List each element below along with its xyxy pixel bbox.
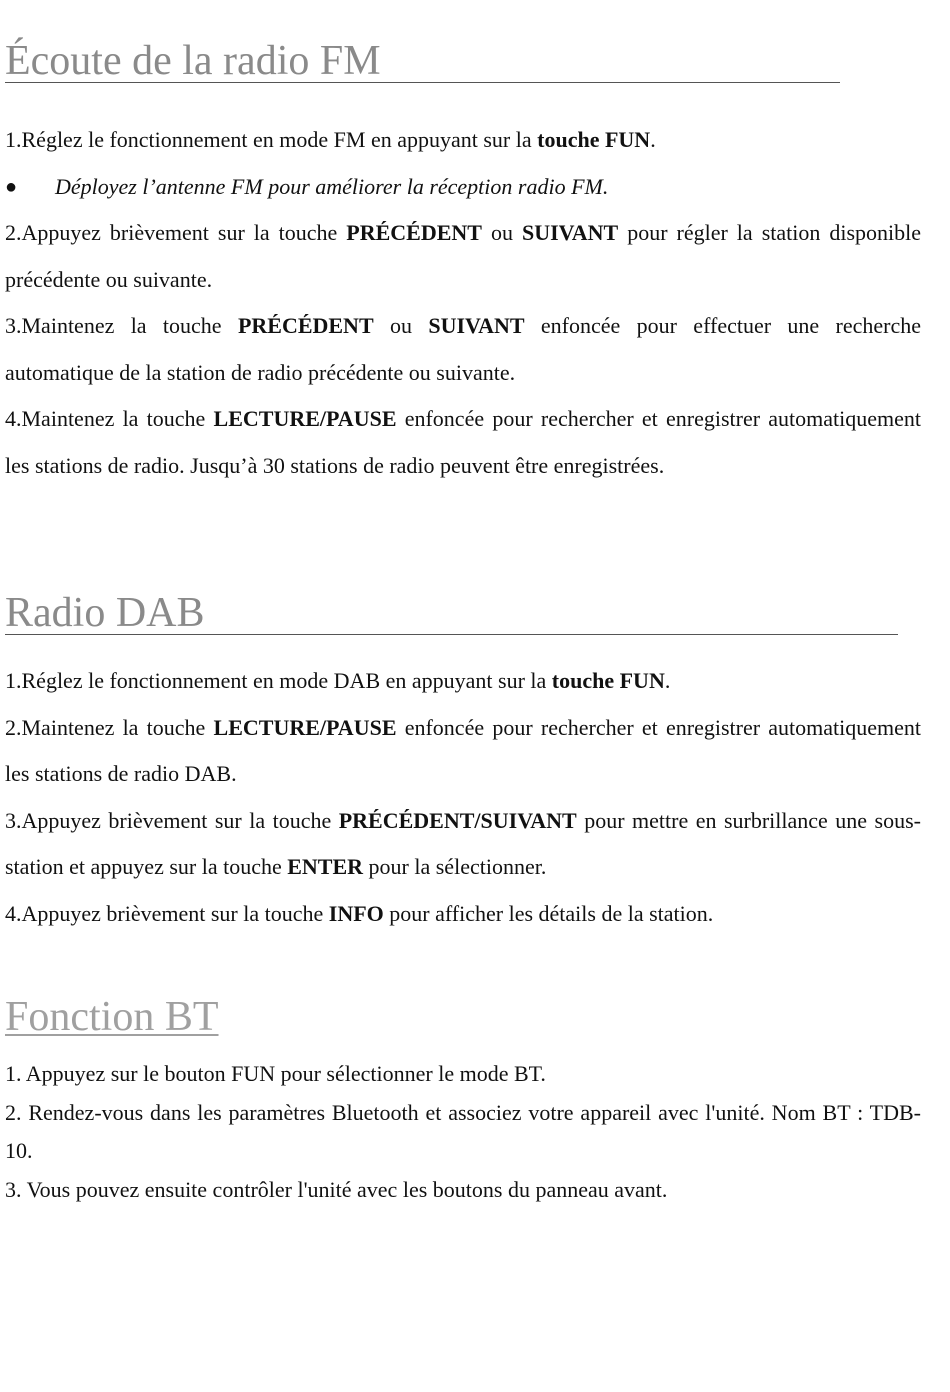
fm-section-title: Écoute de la radio FM	[5, 38, 381, 84]
fm-step-3: 3.Maintenez la touche PRÉCÉDENT ou SUIVANT enfoncée pour effectuer une recherche automatique de la station de radio précédente ou suivante.	[5, 313, 922, 385]
dab-step-2: 2.Maintenez la touche LECTURE/PAUSE enfoncée pour rechercher et enregistrer automatiquement les stations de radio DAB.	[5, 714, 921, 786]
fm-step-4: 4.Maintenez la touche LECTURE/PAUSE enfoncée pour rechercher et enregistrer automatiquement les stations de radio. Jusqu’à 30 stations de radio peuvent être enregistrées.	[5, 406, 921, 478]
fm-step-2: 2.Appuyez brièvement sur la touche PRÉCÉDENT ou SUIVANT pour régler la station disponible précédente ou suivante.	[5, 220, 922, 292]
dab-step-1: 1.Réglez le fonctionnement en mode DAB en appuyant sur la touche FUN.	[5, 668, 671, 693]
bt-step-3: 3. Vous pouvez ensuite contrôler l'unité avec les boutons du panneau avant.	[5, 1176, 668, 1202]
fm-instructions	[5, 117, 921, 489]
dab-section-title: Radio DAB	[5, 590, 205, 636]
bt-instructions	[5, 1055, 921, 1209]
fm-title-rule	[5, 82, 840, 83]
fm-antenna-tip: ● Déployez l’antenne FM pour améliorer la réception radio FM.	[5, 164, 921, 211]
bullet-icon: ●	[5, 175, 18, 198]
bt-section-title: Fonction BT	[5, 994, 219, 1040]
dab-title-rule	[5, 634, 898, 635]
dab-step-3: 3.Appuyez brièvement sur la touche PRÉCÉDENT/SUIVANT pour mettre en surbrillance une sous-station et appuyez sur la touche ENTER pour la sélectionner.	[5, 807, 922, 879]
bt-step-2: 2. Rendez-vous dans les paramètres Bluetooth et associez votre appareil avec l'unité. Nom BT : TDB-10.	[5, 1099, 921, 1163]
dab-step-4: 4.Appuyez brièvement sur la touche INFO pour afficher les détails de la station.	[5, 900, 714, 926]
bt-step-1: 1. Appuyez sur le bouton FUN pour sélectionner le mode BT.	[5, 1061, 546, 1086]
fm-step-1: 1.Réglez le fonctionnement en mode FM en appuyant sur la touche FUN.	[5, 127, 656, 152]
dab-instructions	[5, 658, 921, 937]
